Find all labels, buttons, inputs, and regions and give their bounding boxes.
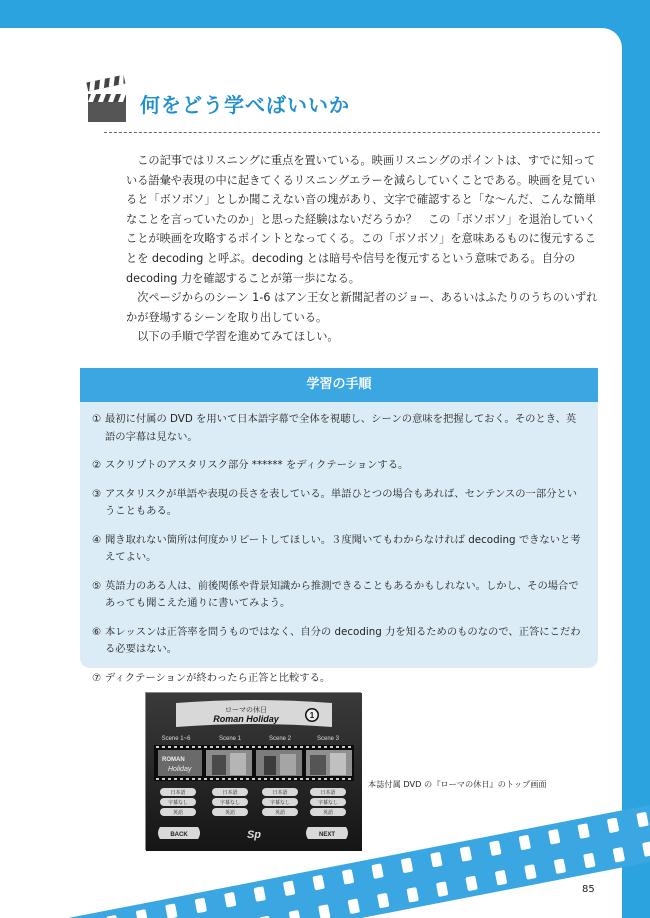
procedure-step	[92, 411, 584, 446]
scene-label: Scene 1~6	[161, 736, 191, 742]
procedure-step	[92, 624, 584, 659]
option-label: 字幕なし	[269, 800, 291, 806]
intro-text	[126, 151, 604, 347]
publisher-logo: Sp	[246, 829, 262, 841]
option-label: 英語	[274, 810, 286, 816]
scene-label: Scene 1	[218, 736, 242, 742]
step-text: 聞き取れない箇所は何度かリピートしてほしい。３度聞いてもわからなければ decoding できないと考えてよい。	[105, 533, 581, 563]
option-label: 字幕なし	[317, 800, 339, 806]
procedure-box	[80, 368, 598, 684]
step-number: ④	[92, 533, 102, 546]
procedure-step	[92, 578, 584, 613]
scene-label: Scene 2	[268, 736, 292, 742]
intro-paragraph: この記事ではリスニングに重点を置いている。映画リスニングのポイントは、すでに知っている語彙や表現の中に起きてくるリスニングエラーを減らしていくことである。映画を見ていると「ボソボソ」としか聞こえない音の塊があり、文字で確認すると「な〜んだ、こんな簡単なことを言っていたのか」と思った経験はないだろうか？ この「ボソボソ」を退治していくことが映画を攻略するポイントとなってくる。この「ボソボソ」を意味あるものに復元することを decoding と呼ぶ。decoding とは暗号や信号を復元するという意味である。自分の decoding 力を確認することが第一歩になる。	[126, 154, 596, 285]
step-number: ⑥	[92, 625, 102, 638]
step-text: アスタリスクが単語や表現の長さを表している。単語ひとつの場合もあれば、センテンスの一部分ということもある。	[105, 487, 578, 517]
step-number: ①	[92, 413, 102, 425]
step-number: ②	[92, 459, 102, 471]
intro-paragraph: 次ページからのシーン 1-6 はアン王女と新聞記者のジョー、あるいはふたりのうちのいずれかが登場するシーンを取り出している。	[126, 291, 598, 324]
option-label: 日本語	[272, 790, 288, 796]
procedure-step	[92, 670, 584, 688]
option-label: 字幕なし	[219, 800, 241, 806]
step-text: 本レッスンは正答率を問うものではなく、自分の decoding 力を知るためのものなので、正答にこだわる必要はない。	[105, 625, 581, 655]
step-number: ⑦	[92, 671, 102, 684]
step-number: ③	[92, 487, 102, 500]
step-text: スクリプトのアスタリスク部分 ****** をディクテーションする。	[105, 459, 409, 471]
procedure-step	[92, 486, 584, 521]
page-title: 何をどう学べばいいか	[140, 93, 350, 117]
option-label: 英語	[322, 810, 334, 816]
dvd-title-en: Roman Holiday	[213, 714, 279, 724]
disc-number: 1	[309, 711, 315, 720]
option-label: 英語	[172, 810, 184, 816]
option-label: 字幕なし	[167, 800, 189, 806]
procedure-list	[80, 402, 598, 687]
procedure-heading: 学習の手順	[80, 368, 598, 402]
image-caption: 本誌付属 DVD の『ローマの休日』のトップ画面	[368, 779, 547, 789]
option-label: 日本語	[320, 790, 336, 796]
intro-paragraph: 以下の手順で学習を進めてみてほしい。	[137, 330, 339, 344]
divider	[104, 132, 600, 133]
option-label: 日本語	[170, 790, 186, 796]
dvd-title-jp: ローマの休日	[225, 707, 267, 714]
step-text: 最初に付属の DVD を用いて日本語字幕で全体を視聴し、シーンの意味を把握しておく。そのとき、英語の字幕は見ない。	[105, 413, 577, 443]
poster-text: ROMAN	[162, 757, 185, 763]
procedure-step	[92, 532, 584, 567]
dvd-menu-screenshot	[145, 692, 361, 850]
poster-text: Holiday	[168, 766, 192, 773]
step-text: ディクテーションが終わったら正答と比較する。	[105, 671, 331, 684]
scene-label: Scene 3	[316, 736, 340, 742]
option-label: 日本語	[222, 790, 238, 796]
procedure-step	[92, 457, 584, 475]
step-number: ⑤	[92, 579, 102, 592]
page-number: 85	[582, 884, 595, 895]
film-clapper-icon	[86, 76, 128, 124]
option-label: 英語	[224, 810, 236, 816]
step-text: 英語力のある人は、前後関係や背景知識から推測できることもあるかもしれない。しかし、その場合であっても聞こえた通りに書いてみよう。	[105, 579, 579, 609]
back-label: BACK	[170, 832, 188, 838]
next-label: NEXT	[318, 832, 336, 838]
